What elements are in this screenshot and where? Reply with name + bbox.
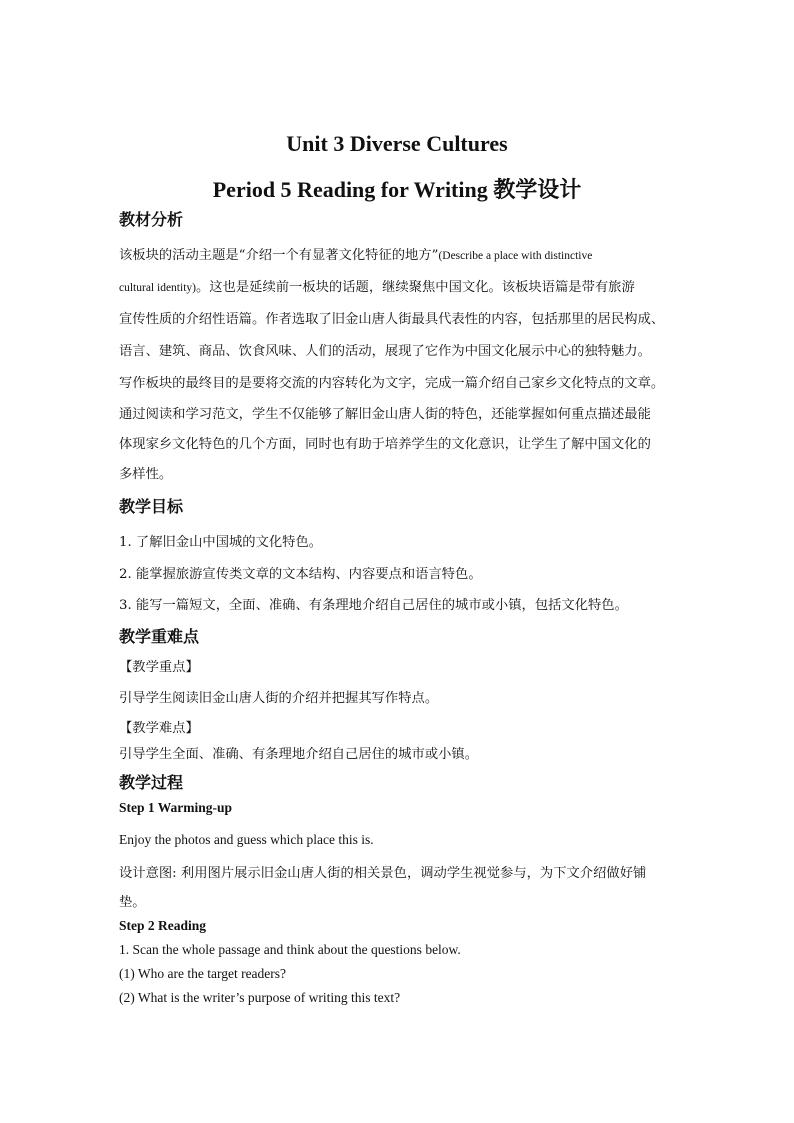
- analysis-line: 写作板块的最终目的是要将交流的内容转化为文字，完成一篇介绍自己家乡文化特点的文章。: [119, 376, 665, 391]
- step1-intent-line: 垫。: [119, 895, 146, 910]
- step2-item: (2) What is the writer’s purpose of writing this text?: [119, 990, 401, 1005]
- analysis-line1-cn: 该板块的活动主题是“介绍一个有显著文化特征的地方”: [119, 248, 439, 263]
- keypoints-heading: 教学重难点: [119, 627, 200, 646]
- analysis-line: [119, 244, 592, 263]
- document-title: Unit 3 Diverse Cultures: [286, 131, 508, 156]
- focus-text: 引导学生阅读旧金山唐人街的介绍并把握其写作特点。: [119, 691, 439, 706]
- analysis-line2-cn: 。这也是延续前一板块的话题，继续聚焦中国文化。该板块语篇是带有旅游: [195, 280, 635, 295]
- objective-item: 2. 能掌握旅游宣传类文章的文本结构、内容要点和语言特色。: [119, 567, 482, 582]
- document-subtitle: Period 5 Reading for Writing 教学设计: [212, 177, 582, 202]
- analysis-line: [119, 276, 635, 295]
- step1-intent-line: 设计意图: 利用图片展示旧金山唐人街的相关景色，调动学生视觉参与，为下文介绍做好铺: [119, 866, 647, 881]
- step1-title: Step 1 Warming-up: [119, 800, 233, 815]
- focus-label: 【教学重点】: [119, 660, 199, 675]
- analysis-line: 宣传性质的介绍性语篇。作者选取了旧金山唐人街最具代表性的内容，包括那里的居民构成、: [119, 312, 665, 327]
- step1-text: Enjoy the photos and guess which place this is.: [119, 832, 374, 847]
- difficulty-label: 【教学难点】: [119, 721, 199, 736]
- step2-item: (1) Who are the target readers?: [119, 966, 287, 981]
- analysis-line: 语言、建筑、商品、饮食风味、人们的活动，展现了它作为中国文化展示中心的独特魅力。: [119, 344, 651, 359]
- analysis-line1-en: (Describe a place with distinctive: [438, 250, 593, 262]
- analysis-heading: 教材分析: [119, 210, 184, 229]
- objectives-heading: 教学目标: [119, 497, 184, 516]
- difficulty-text: 引导学生全面、准确、有条理地介绍自己居住的城市或小镇。: [119, 747, 479, 762]
- analysis-line2-en: cultural identity): [119, 282, 196, 294]
- analysis-line: 体现家乡文化特色的几个方面，同时也有助于培养学生的文化意识，让学生了解中国文化的: [119, 437, 651, 452]
- step2-item: 1. Scan the whole passage and think about the questions below.: [119, 942, 461, 957]
- analysis-line: 多样性。: [119, 467, 173, 482]
- process-heading: 教学过程: [119, 773, 184, 792]
- objective-item: 1. 了解旧金山中国城的文化特色。: [119, 535, 323, 550]
- analysis-line: 通过阅读和学习范文，学生不仅能够了解旧金山唐人街的特色，还能掌握如何重点描述最能: [119, 407, 651, 422]
- step2-title: Step 2 Reading: [119, 918, 207, 933]
- objective-item: 3. 能写一篇短文，全面、准确、有条理地介绍自己居住的城市或小镇，包括文化特色。: [119, 598, 628, 613]
